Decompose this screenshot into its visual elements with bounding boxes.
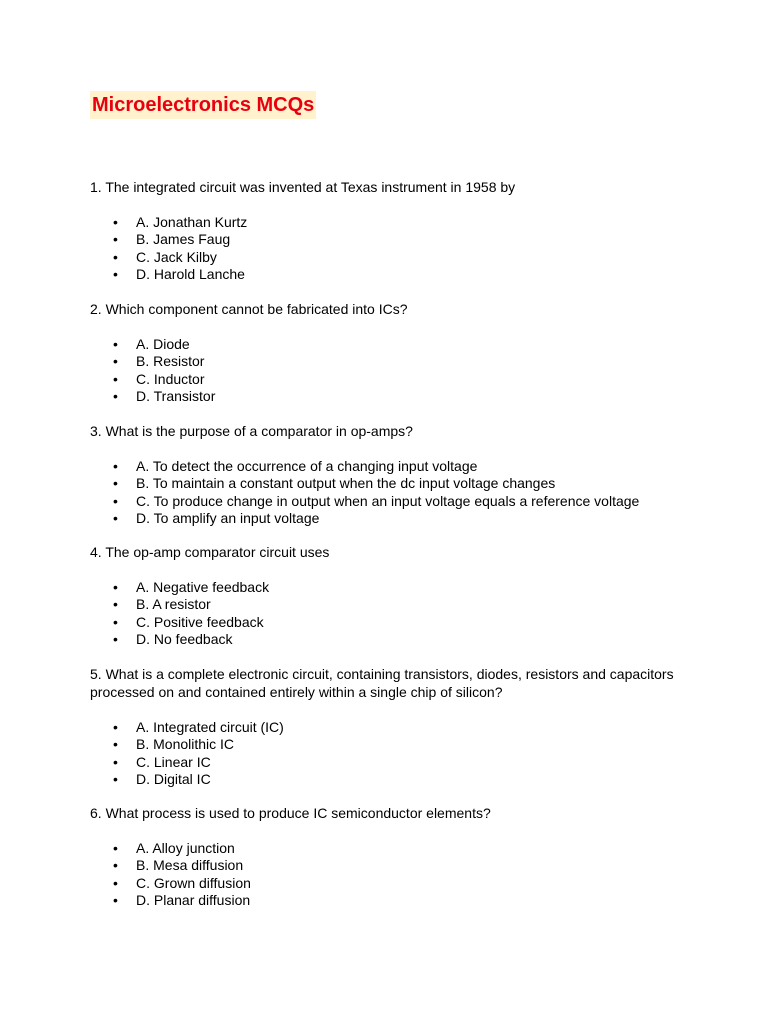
options-list-1 bbox=[0, 214, 247, 283]
bullet-icon: • bbox=[113, 874, 118, 891]
bullet-icon: • bbox=[113, 387, 118, 404]
options-list-4 bbox=[0, 579, 269, 648]
option-text: D. Planar diffusion bbox=[136, 891, 251, 908]
bullet-icon: • bbox=[113, 336, 118, 352]
option-text: C. Inductor bbox=[136, 370, 205, 387]
bullet-icon: • bbox=[113, 579, 118, 595]
page-title: Microelectronics MCQs bbox=[90, 91, 316, 119]
option-text: C. Linear IC bbox=[136, 753, 211, 770]
option-text: B. Monolithic IC bbox=[136, 736, 235, 753]
options-list-3 bbox=[0, 458, 639, 527]
bullet-icon: • bbox=[113, 231, 118, 248]
bullet-icon: • bbox=[113, 492, 118, 509]
bullet-icon: • bbox=[113, 719, 118, 735]
option-text: D. To amplify an input voltage bbox=[136, 509, 320, 526]
bullet-icon: • bbox=[113, 214, 118, 230]
options-list-2 bbox=[0, 336, 215, 405]
bullet-icon: • bbox=[113, 596, 118, 613]
option-text: B. James Faug bbox=[136, 231, 231, 248]
option-5d bbox=[0, 771, 284, 788]
option-3a bbox=[0, 458, 639, 475]
question-6: 6. What process is used to produce IC semiconductor elements? bbox=[90, 805, 491, 821]
option-text: B. Mesa diffusion bbox=[136, 857, 244, 874]
option-text: A. To detect the occurrence of a changing input voltage bbox=[136, 458, 478, 474]
question-5: 5. What is a complete electronic circuit, containing transistors, diodes, resistors and capacitors processed on and contained entirely within a single chip of silicon? bbox=[90, 666, 674, 700]
bullet-icon: • bbox=[113, 753, 118, 770]
option-text: B. Resistor bbox=[136, 353, 205, 370]
question-4: 4. The op-amp comparator circuit uses bbox=[90, 544, 330, 560]
option-text: D. Harold Lanche bbox=[136, 265, 245, 282]
options-list-5 bbox=[0, 719, 284, 788]
option-2a bbox=[0, 336, 215, 353]
option-4d bbox=[0, 631, 269, 648]
bullet-icon: • bbox=[113, 265, 118, 282]
option-text: A. Negative feedback bbox=[136, 579, 270, 595]
bullet-icon: • bbox=[113, 840, 118, 856]
option-text: A. Jonathan Kurtz bbox=[136, 214, 248, 230]
option-text: C. Positive feedback bbox=[136, 613, 264, 630]
question-3: 3. What is the purpose of a comparator in op-amps? bbox=[90, 423, 413, 439]
option-3d bbox=[0, 510, 639, 527]
option-text: B. To maintain a constant output when the dc input voltage changes bbox=[136, 475, 556, 492]
option-2d bbox=[0, 388, 215, 405]
option-5a bbox=[0, 719, 284, 736]
bullet-icon: • bbox=[113, 353, 118, 370]
option-5b bbox=[0, 736, 284, 753]
bullet-icon: • bbox=[113, 891, 118, 908]
bullet-icon: • bbox=[113, 736, 118, 753]
option-4a bbox=[0, 579, 269, 596]
option-1b bbox=[0, 231, 247, 248]
option-6d bbox=[0, 892, 251, 909]
bullet-icon: • bbox=[113, 613, 118, 630]
option-4b bbox=[0, 596, 269, 613]
option-1a bbox=[0, 214, 247, 231]
bullet-icon: • bbox=[113, 857, 118, 874]
option-6b bbox=[0, 857, 251, 874]
option-1c bbox=[0, 249, 247, 266]
question-1: 1. The integrated circuit was invented at Texas instrument in 1958 by bbox=[90, 179, 516, 195]
option-text: C. Grown diffusion bbox=[136, 874, 251, 891]
option-1d bbox=[0, 266, 247, 283]
option-2b bbox=[0, 353, 215, 370]
option-text: A. Alloy junction bbox=[136, 840, 235, 856]
bullet-icon: • bbox=[113, 370, 118, 387]
option-text: A. Integrated circuit (IC) bbox=[136, 719, 284, 735]
bullet-icon: • bbox=[113, 248, 118, 265]
option-text: A. Diode bbox=[136, 336, 190, 352]
options-list-6 bbox=[0, 840, 251, 909]
option-text: D. Transistor bbox=[136, 387, 216, 404]
option-text: D. Digital IC bbox=[136, 770, 211, 787]
option-3c bbox=[0, 493, 639, 510]
bullet-icon: • bbox=[113, 458, 118, 474]
bullet-icon: • bbox=[113, 770, 118, 787]
bullet-icon: • bbox=[113, 630, 118, 647]
option-text: C. Jack Kilby bbox=[136, 248, 217, 265]
option-text: B. A resistor bbox=[136, 596, 211, 613]
option-text: C. To produce change in output when an input voltage equals a reference voltage bbox=[136, 492, 640, 509]
option-4c bbox=[0, 614, 269, 631]
question-2: 2. Which component cannot be fabricated into ICs? bbox=[90, 301, 408, 317]
option-2c bbox=[0, 371, 215, 388]
option-5c bbox=[0, 754, 284, 771]
option-3b bbox=[0, 475, 639, 492]
option-6c bbox=[0, 875, 251, 892]
bullet-icon: • bbox=[113, 475, 118, 492]
bullet-icon: • bbox=[113, 509, 118, 526]
option-6a bbox=[0, 840, 251, 857]
option-text: D. No feedback bbox=[136, 630, 233, 647]
